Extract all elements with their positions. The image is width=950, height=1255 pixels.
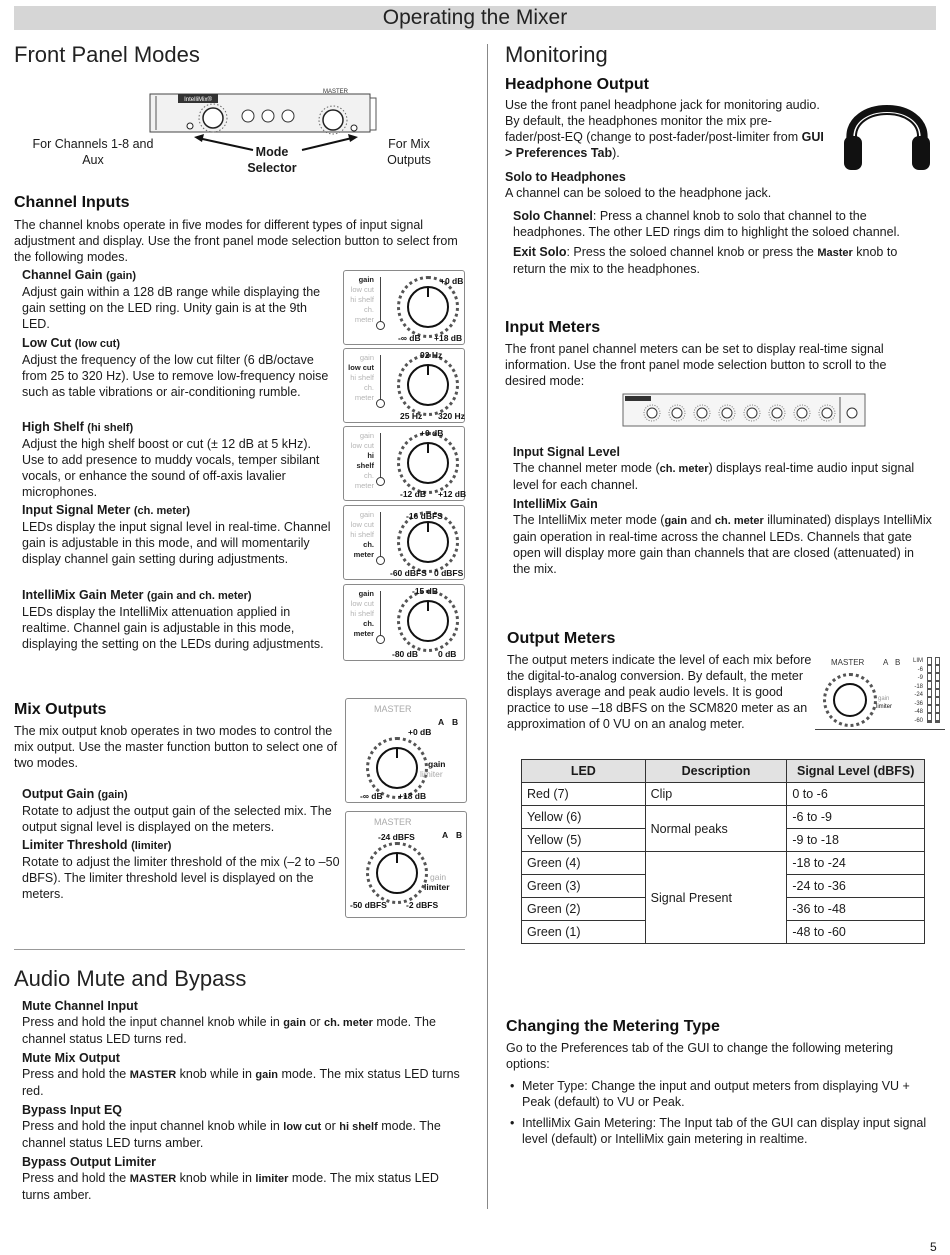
table-row: Green (2) -36 to -48 [522,898,925,921]
table-row: Green (4) Signal Present -18 to -24 [522,852,925,875]
headphone-output-body: Use the front panel headphone jack for monitoring audio. By default, the headphones monitor the mix pre-fader/post-EQ (change to post-fader/post-limiter from GUI > Preferences Tab). [505,98,824,160]
output-gain-body: Rotate to adjust the output gain of the selected mix. The output signal level is displayed on the meters. [22,804,332,834]
input-signal-meter-title: Input Signal Meter [22,503,131,517]
headphone-output-heading: Headphone Output [505,76,649,93]
mode-button-icon [376,399,385,408]
high-shelf-block [22,419,332,500]
limiter-threshold-title: Limiter Threshold [22,838,128,852]
intellimix-gain-meter-body: LEDs display the IntelliMix attenuation applied in realtime. Channel gain is adjustable in this mode, displaying the setting on the LEDs during adjustments. [22,605,324,651]
output-gain-block [22,786,340,835]
input-signal-meter-body: LEDs display the input signal level in real-time. Channel gain is adjustable in this mode, and will momentarily display channel gain setting during adjustments. [22,520,331,566]
master-panel-limiter: MASTER -24 dBFS -50 dBFS -2 dBFS A B gain limiter [345,811,467,918]
input-signal-meter-tag: (ch. meter) [133,505,191,517]
table-row: Yellow (5) -9 to -18 [522,829,925,852]
channel-inputs-heading: Channel Inputs [14,194,130,211]
page-header: Operating the Mixer [14,6,936,30]
monitoring-heading: Monitoring [505,42,608,67]
low-cut-block [22,335,332,400]
page-number: 5 [930,1240,937,1254]
solo-heading: Solo to Headphones [505,170,626,184]
exit-solo-text: Exit Solo: Press the soloed channel knob or press the Master knob to return the mix to the headphones. [513,245,898,276]
metering-options-list [510,1078,930,1152]
channel-gain-tag: (gain) [106,270,137,282]
changing-metering-body: Go to the Preferences tab of the GUI to change the following metering options: [506,1041,894,1071]
high-shelf-tag: (hi shelf) [87,422,134,434]
limiter-threshold-body: Rotate to adjust the limiter threshold of the mix (–2 to –50 dBFS). The limiter threshold level is displayed on the meters. [22,855,340,901]
list-item: • Meter Type: Change the input and output meters from displaying VU + Peak (default) to VU or Peak. [510,1078,930,1110]
mix-outputs-heading: Mix Outputs [14,701,107,718]
knob-icon [833,683,867,717]
knob-panel-hi-shelf: gain low cut hi shelf ch. meter +0 dB -12 dB +12 dB [343,426,465,501]
mode-list: gain low cut hi shelf ch. meter [350,589,374,638]
mute-channel-title: Mute Channel Input [22,999,138,1013]
bypass-limiter-title: Bypass Output Limiter [22,1155,157,1169]
knob-panel-gain: gain low cut hi shelf ch. meter +0 dB -∞ dB +18 dB [343,270,465,345]
mode-button-icon [376,556,385,565]
intellimix-gain-meter-title: IntelliMix Gain Meter [22,588,144,602]
low-cut-body: Adjust the frequency of the low cut filter (6 dB/octave from 25 to 320 Hz). Use to remove low-frequency noise such as table vibrations or air-conditioning rumble. [22,353,329,399]
mode-list: gain low cut hi shelf ch. meter [350,431,374,490]
meter-bar-b [935,657,940,723]
output-gain-tag: (gain) [97,789,128,801]
high-shelf-title: High Shelf [22,420,84,434]
section-divider [14,949,465,950]
channel-gain-block [22,267,332,332]
table-row: Red (7) Clip 0 to -6 [522,783,925,806]
callout-channels: For Channels 1-8 and Aux [32,137,154,167]
output-gain-title: Output Gain [22,787,95,801]
mix-outputs-intro: The mix output knob operates in two modes to control the mix output. Use the master function button to select one of two modes. [14,724,338,770]
limiter-threshold-tag: (limiter) [131,840,172,852]
output-meters-body: The output meters indicate the level of each mix before the digital-to-analog conversion. By default, the meter displays average and peak audio levels. It is good practice to use –18 dBFS on the SCM820 meter as an approximation of 0 VU on an analog meter. [507,653,812,731]
intellimix-gain-meter-block [22,587,332,652]
callout-mode-selector: Mode Selector [247,145,297,175]
meter-bar-a [927,657,932,723]
mute-mix-block: Mute Mix Output Press and hold the MASTER knob while in gain mode. The mix status LED turns red. [22,1050,462,1099]
channel-strip-diagram [622,393,866,427]
mode-list: gain low cut hi shelf ch. meter [350,275,374,324]
table-row: Yellow (6) Normal peaks -6 to -9 [522,806,925,829]
list-item: • IntelliMix Gain Metering: The Input tab of the GUI can display input signal level (default) or IntelliMix gain metering in realtime. [510,1115,930,1147]
low-cut-title: Low Cut [22,336,72,350]
input-signal-level-block: Input Signal Level The channel meter mode (ch. meter) displays real-time audio input signal level for each channel. [513,445,915,492]
table-row: Green (1) -48 to -60 [522,921,925,944]
device-master-label: MASTER [323,89,349,95]
solo-body: A channel can be soloed to the headphone jack. [505,186,772,200]
column-divider [487,44,488,1209]
input-meters-body: The front panel channel meters can be set to display real-time signal information. Use the front panel mode selection button to scroll to the desired mode: [505,342,887,388]
table-header: Signal Level (dBFS) [787,760,925,783]
bypass-eq-title: Bypass Input EQ [22,1103,123,1117]
mute-channel-block: Mute Channel Input Press and hold the input channel knob while in gain or ch. meter mode. The channel status LED turns red. [22,998,472,1047]
knob-panel-ch-meter: gain low cut hi shelf ch. meter -16 dBFS -60 dBFS 0 dBFS [343,505,465,580]
solo-channel-text: Solo Channel: Press a channel knob to solo that channel to the headphones. The other LED rings dim to highlight the soloed channel. [513,209,900,239]
changing-metering-heading: Changing the Metering Type [506,1018,720,1035]
output-meter-diagram: MASTER A B gain limiter LIM -6 -9 -18 -24 -36 -48 -60 [815,655,945,730]
callout-mix-outputs: For Mix Outputs [387,137,431,167]
mode-button-icon [376,477,385,486]
channel-gain-title: Channel Gain [22,268,103,282]
device-brand: IntelliMix® [184,97,212,103]
mode-list: gain low cut hi shelf ch. meter [350,510,374,559]
knob-panel-low-cut: gain low cut hi shelf ch. meter 92 Hz 25 Hz 320 Hz [343,348,465,423]
table-header: LED [522,760,646,783]
solo-block [505,169,925,201]
limiter-threshold-block [22,837,340,902]
mode-button-icon [376,635,385,644]
intellimix-gain-block: IntelliMix Gain The IntelliMix meter mode (gain and ch. meter illuminated) displays IntelliMix gain operation in real-time across the channel LEDs. Channels that gate open will display more gain than channels that are closed (attenuated) in the mix. [513,497,932,576]
bypass-limiter-block: Bypass Output Limiter Press and hold the MASTER knob while in limiter mode. The mix status LED turns amber. [22,1154,452,1203]
knob-panel-intellimix: gain low cut hi shelf ch. meter -15 dB -80 dB 0 dB [343,584,465,661]
table-header: Description [645,760,787,783]
intellimix-gain-meter-tag: (gain and ch. meter) [147,590,252,602]
low-cut-tag: (low cut) [74,338,120,350]
high-shelf-body: Adjust the high shelf boost or cut (± 12 dB at 5 kHz). Use to add presence to muddy vocals, temper sibilant vocals, or enhance the sound of off-axis lavalier microphones. [22,437,320,499]
mode-button-icon [376,321,385,330]
front-panel-modes-heading: Front Panel Modes [14,42,200,67]
audio-mute-heading: Audio Mute and Bypass [14,966,247,991]
bypass-eq-block: Bypass Input EQ Press and hold the input channel knob while in low cut or hi shelf mode. The channel status LED turns amber. [22,1102,472,1151]
table-row: Green (3) -24 to -36 [522,875,925,898]
meter-scale: LIM -6 -9 -18 -24 -36 -48 -60 [912,658,923,724]
input-meters-heading: Input Meters [505,319,601,336]
channel-inputs-intro: The channel knobs operate in five modes for different types of input signal adjustment and display. Use the front panel mode selection button to select from the following modes. [14,218,458,264]
mode-list: gain low cut hi shelf ch. meter [348,353,374,402]
input-signal-meter-block [22,502,332,567]
master-panel-gain: MASTER +0 dB -∞ dB +18 dB A B gain limiter [345,698,467,803]
channel-gain-body: Adjust gain within a 128 dB range while displaying the gain setting on the LED ring. Unity gain is at the 9th LED. [22,285,321,331]
output-meters-heading: Output Meters [507,630,616,647]
led-table [521,759,925,944]
headphones-icon [838,78,936,176]
mute-mix-title: Mute Mix Output [22,1051,120,1065]
